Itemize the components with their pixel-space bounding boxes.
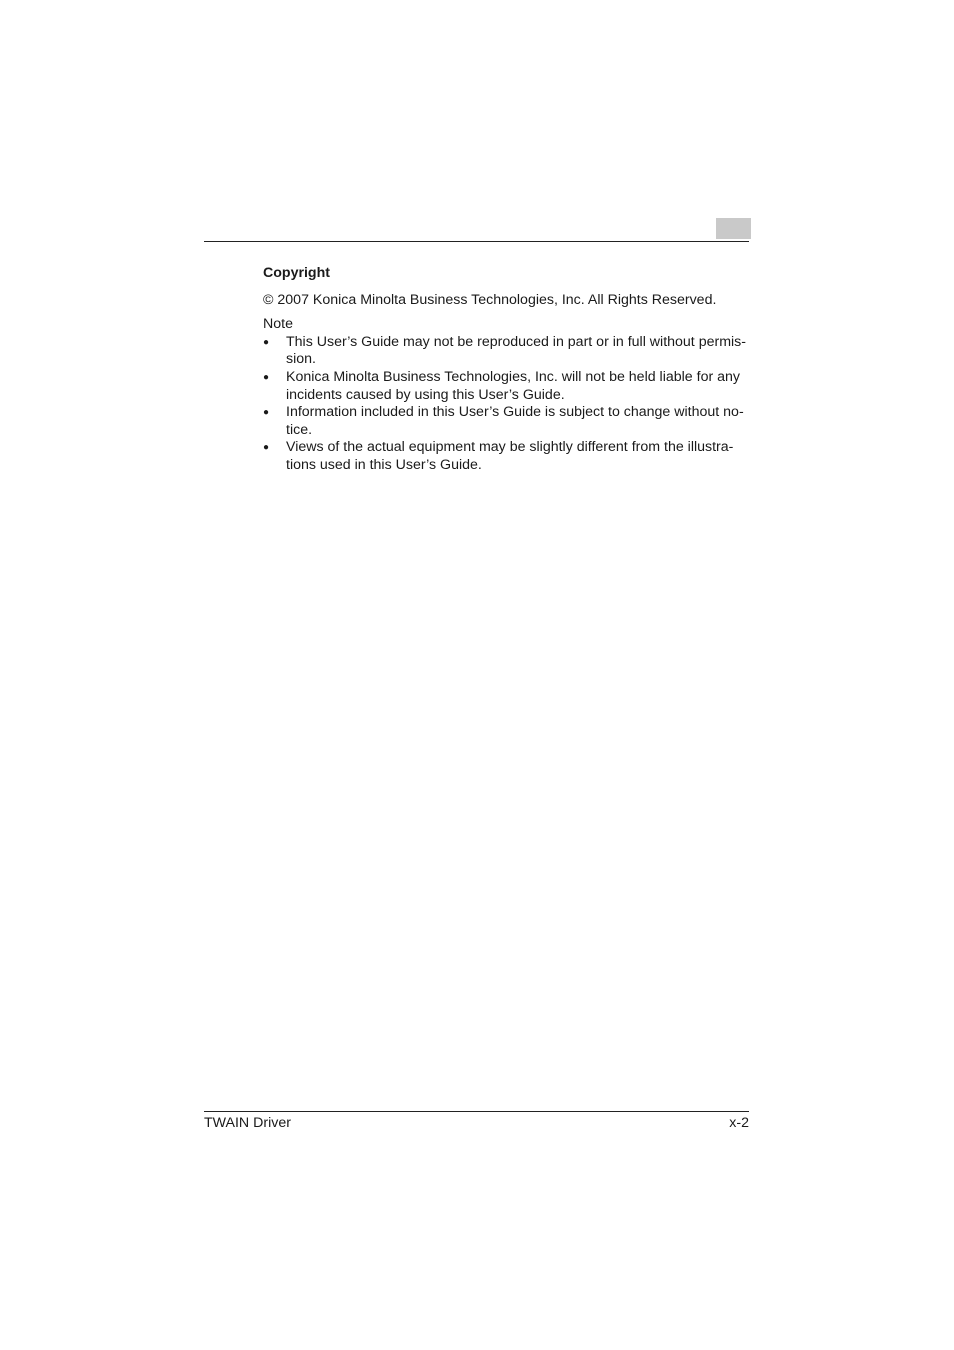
note-item — [263, 369, 750, 404]
note-item — [263, 404, 750, 439]
bullet-icon: ● — [263, 371, 270, 383]
footer-title: TWAIN Driver — [204, 1115, 291, 1131]
section-heading: Copyright — [263, 265, 330, 281]
footer-rule — [204, 1111, 749, 1112]
note-text: Information included in this User’s Guide is subject to change without no-tice. — [286, 404, 744, 438]
note-label: Note — [263, 316, 293, 333]
note-text: Konica Minolta Business Technologies, Inc. will not be held liable for any incidents caused by using this User’s Guide. — [286, 368, 740, 403]
page-content — [263, 265, 750, 475]
note-text: Views of the actual equipment may be slightly different from the illustra-tions used in this User’s Guide. — [286, 439, 734, 473]
note-item — [263, 334, 750, 369]
copyright-notice: © 2007 Konica Minolta Business Technologies, Inc. All Rights Reserved. — [263, 291, 717, 308]
bullet-icon: ● — [263, 336, 270, 348]
note-list — [263, 334, 750, 475]
chapter-tab — [716, 218, 751, 239]
note-item — [263, 439, 750, 474]
note-text: This User’s Guide may not be reproduced in part or in full without permis-sion. — [286, 333, 746, 368]
page-number: x-2 — [729, 1115, 749, 1131]
bullet-icon: ● — [263, 442, 270, 454]
header-rule — [204, 241, 749, 242]
bullet-icon: ● — [263, 407, 270, 419]
